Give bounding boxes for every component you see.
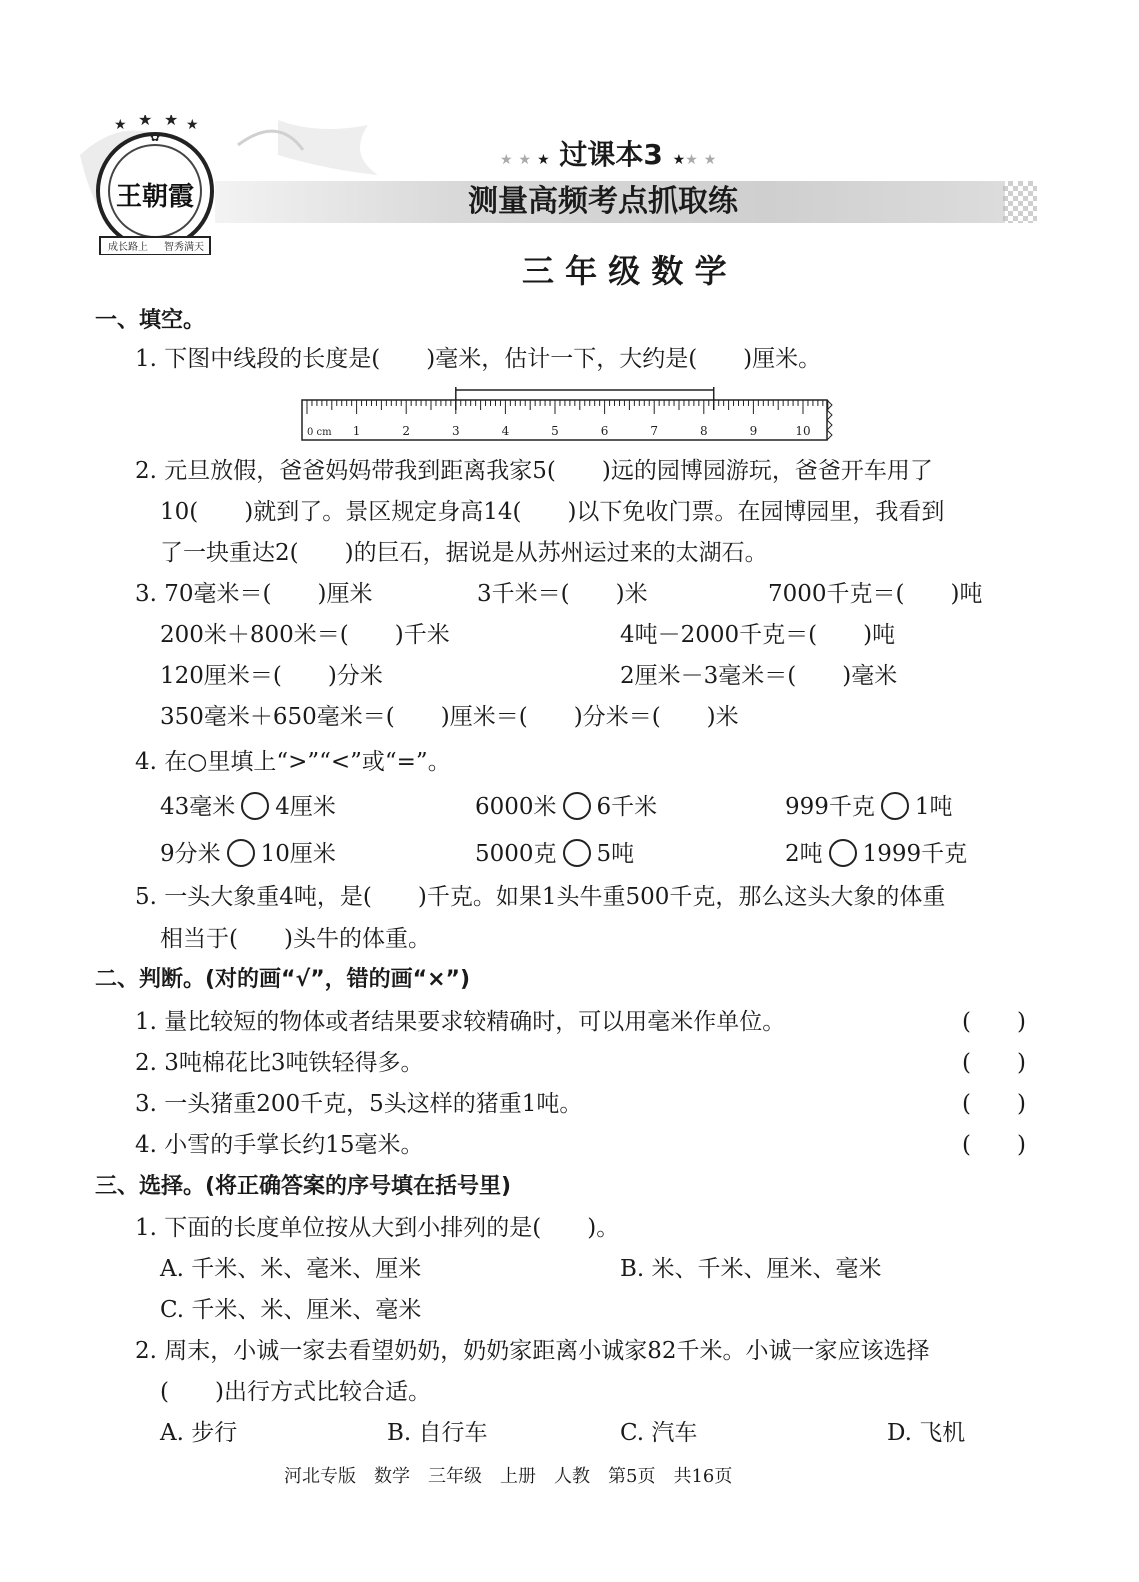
choice-1-option-b[interactable]: B. 米、千米、厘米、毫米 bbox=[620, 1256, 882, 1282]
compare-circle[interactable] bbox=[829, 839, 857, 867]
question-1-3-g: 2厘米－3毫米＝( )毫米 bbox=[620, 663, 898, 689]
question-1-3-c: 7000千克＝( )吨 bbox=[768, 581, 983, 607]
compare-row-2-item-3: 2吨 1999千克 bbox=[785, 841, 968, 867]
svg-text:★: ★ bbox=[114, 117, 127, 133]
compare-row-2-item-1: 9分米 10厘米 bbox=[160, 841, 336, 867]
logo-motto-right: 智秀满天 bbox=[164, 242, 204, 253]
judge-item-1: 1. 量比较短的物体或者结果要求较精确时，可以用毫米作单位。 bbox=[135, 1009, 786, 1035]
series-title: ★★★ 过课本3 ★★★ bbox=[500, 138, 723, 171]
ruler-label: 4 bbox=[501, 424, 510, 438]
question-1-2-line-3: 了一块重达2( )的巨石，据说是从苏州运过来的太湖石。 bbox=[160, 540, 768, 566]
svg-text:★: ★ bbox=[164, 115, 179, 129]
choice-question-2-line-1: 2. 周末，小诚一家去看望奶奶，奶奶家距离小诚家82千米。小诚一家应该选择 bbox=[135, 1338, 930, 1364]
judge-blank-1[interactable]: ( ) bbox=[962, 1009, 1026, 1035]
logo-motto-left: 成长路上 bbox=[108, 242, 148, 253]
ruler-label: 6 bbox=[600, 424, 609, 438]
ruler-label: 9 bbox=[749, 424, 758, 438]
judge-item-3: 3. 一头猪重200千克，5头这样的猪重1吨。 bbox=[135, 1091, 583, 1117]
question-1-3-h: 350毫米＋650毫米＝( )厘米＝( )分米＝( )米 bbox=[160, 704, 739, 730]
choice-2-option-a[interactable]: A. 步行 bbox=[160, 1420, 238, 1446]
banner-checker bbox=[1003, 181, 1037, 223]
choice-2-option-c[interactable]: C. 汽车 bbox=[620, 1420, 698, 1446]
ruler-graphic bbox=[297, 385, 837, 445]
page-title: 三 年 级 数 学 bbox=[522, 252, 727, 290]
ruler-label: 2 bbox=[402, 424, 411, 438]
compare-circle[interactable] bbox=[563, 839, 591, 867]
choice-question-1: 1. 下面的长度单位按从大到小排列的是( )。 bbox=[135, 1215, 620, 1241]
compare-circle[interactable] bbox=[563, 792, 591, 820]
star-decoration-left: ★★ bbox=[500, 152, 538, 168]
question-1-2-line-1: 2. 元旦放假，爸爸妈妈带我到距离我家5( )远的园博园游玩，爸爸开车用了 bbox=[135, 458, 933, 484]
judge-blank-2[interactable]: ( ) bbox=[962, 1050, 1026, 1076]
ruler-label: 8 bbox=[699, 424, 708, 438]
star-decoration-right: ★★ bbox=[685, 152, 723, 168]
choice-2-option-b[interactable]: B. 自行车 bbox=[387, 1420, 488, 1446]
question-1-3-f: 120厘米＝( )分米 bbox=[160, 663, 383, 689]
question-1-3-b: 3千米＝( )米 bbox=[477, 581, 648, 607]
question-1-5-line-1: 5. 一头大象重4吨，是( )千克。如果1头牛重500千克，那么这头大象的体重 bbox=[135, 884, 946, 910]
ruler-label: 7 bbox=[650, 424, 659, 438]
compare-circle[interactable] bbox=[227, 839, 255, 867]
svg-text:★: ★ bbox=[138, 115, 153, 129]
compare-row-1-item-2: 6000米 6千米 bbox=[475, 794, 658, 820]
section2-heading: 二、判断。(对的画“√”，错的画“×”) bbox=[95, 967, 471, 992]
question-1-2-line-2: 10( )就到了。景区规定身高14( )以下免收门票。在园博园里，我看到 bbox=[160, 499, 945, 525]
compare-row-1-item-3: 999千克 1吨 bbox=[785, 794, 953, 820]
question-1-4: 4. 在○里填上“>”“<”或“=”。 bbox=[135, 749, 451, 775]
ruler-label: 3 bbox=[451, 424, 460, 438]
ruler bbox=[297, 385, 837, 445]
compare-row-2-item-2: 5000克 5吨 bbox=[475, 841, 635, 867]
judge-item-2: 2. 3吨棉花比3吨铁轻得多。 bbox=[135, 1050, 424, 1076]
choice-1-option-a[interactable]: A. 千米、米、毫米、厘米 bbox=[160, 1256, 422, 1282]
ruler-unit: 0 cm bbox=[307, 427, 332, 438]
choice-question-2-line-2: ( )出行方式比较合适。 bbox=[160, 1379, 431, 1405]
question-1-1: 1. 下图中线段的长度是( )毫米，估计一下，大约是( )厘米。 bbox=[135, 346, 822, 372]
series-label: 过课本3 bbox=[559, 138, 663, 171]
subtitle: 测量高频考点抓取练 bbox=[468, 184, 738, 219]
judge-blank-4[interactable]: ( ) bbox=[962, 1132, 1026, 1158]
judge-item-4: 4. 小雪的手掌长约15毫米。 bbox=[135, 1132, 424, 1158]
ruler-label: 10 bbox=[795, 424, 811, 438]
section1-heading: 一、填空。 bbox=[95, 308, 206, 333]
compare-row-1-item-1: 43毫米 4厘米 bbox=[160, 794, 336, 820]
svg-text:✿: ✿ bbox=[149, 130, 161, 144]
ruler-label: 5 bbox=[551, 424, 559, 438]
svg-text:★: ★ bbox=[186, 117, 199, 133]
ruler-label: 1 bbox=[352, 424, 361, 438]
question-1-5-line-2: 相当于( )头牛的体重。 bbox=[160, 926, 431, 952]
compare-circle[interactable] bbox=[881, 792, 909, 820]
choice-1-option-c[interactable]: C. 千米、米、厘米、毫米 bbox=[160, 1297, 422, 1323]
choice-2-option-d[interactable]: D. 飞机 bbox=[887, 1420, 966, 1446]
question-1-3-a: 3. 70毫米＝( )厘米 bbox=[135, 581, 373, 607]
logo-text: 王朝霞 bbox=[115, 182, 195, 212]
question-1-3-d: 200米＋800米＝( )千米 bbox=[160, 622, 450, 648]
question-1-3-e: 4吨－2000千克＝( )吨 bbox=[620, 622, 896, 648]
page-footer: 河北专版 数学 三年级 上册 人教 第5页 共16页 bbox=[284, 1466, 733, 1487]
compare-circle[interactable] bbox=[241, 792, 269, 820]
judge-blank-3[interactable]: ( ) bbox=[962, 1091, 1026, 1117]
section3-heading: 三、选择。(将正确答案的序号填在括号里) bbox=[95, 1174, 512, 1199]
